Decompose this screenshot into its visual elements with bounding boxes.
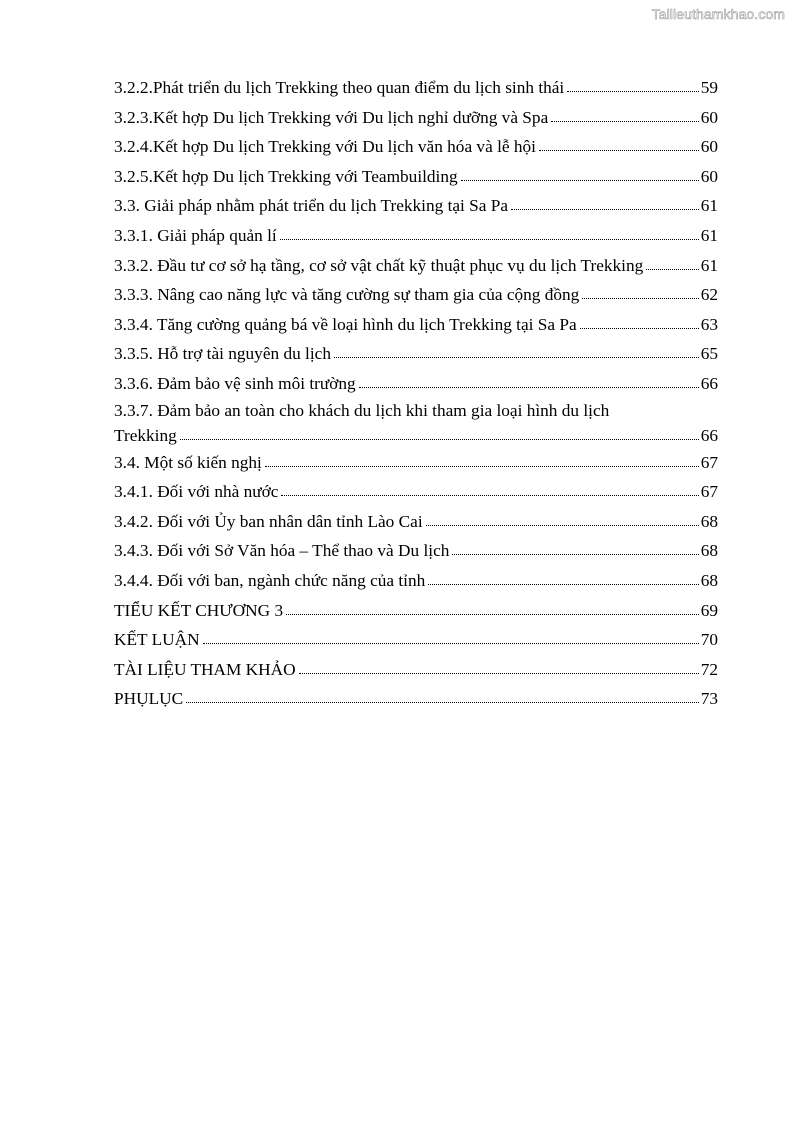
toc-entry-title: 3.3.3. Nâng cao năng lực và tăng cường sự tham gia của cộng đồng xyxy=(114,285,580,305)
toc-entry[interactable] xyxy=(114,132,718,162)
toc-entry[interactable] xyxy=(114,536,718,566)
toc-entry[interactable] xyxy=(114,103,718,133)
dot-leader xyxy=(551,113,698,123)
toc-entry-title: 3.3.4. Tăng cường quảng bá về loại hình du lịch Trekking tại Sa Pa xyxy=(114,314,577,334)
dot-leader xyxy=(265,458,699,468)
toc-entry-title: TÀI LIỆU THAM KHẢO xyxy=(114,659,296,679)
toc-entry-page: 73 xyxy=(700,689,718,709)
toc-entry[interactable] xyxy=(114,221,718,251)
toc-entry-page: 61 xyxy=(700,255,718,275)
toc-entry-page: 60 xyxy=(700,166,718,186)
toc-entry[interactable] xyxy=(114,507,718,537)
toc-entry-title: 3.4.1. Đối với nhà nước xyxy=(114,482,279,502)
toc-entry[interactable] xyxy=(114,448,718,478)
toc-entry-page: 65 xyxy=(700,344,718,364)
toc-entry-title: 3.2.4.Kết hợp Du lịch Trekking với Du lịch văn hóa và lễ hội xyxy=(114,137,536,157)
toc-entry-title: 3.2.3.Kết hợp Du lịch Trekking với Du lịch nghỉ dưỡng và Spa xyxy=(114,107,549,127)
toc-entry-title: 3.3. Giải pháp nhằm phát triển du lịch Trekking tại Sa Pa xyxy=(114,196,509,216)
dot-leader xyxy=(428,576,698,586)
toc-entry-page: 68 xyxy=(700,570,718,590)
toc-entry-title: KẾT LUẬN xyxy=(114,630,200,650)
dot-leader xyxy=(286,606,699,616)
toc-entry[interactable] xyxy=(114,162,718,192)
toc-entry-page: 61 xyxy=(700,225,718,245)
dot-leader xyxy=(580,320,699,330)
dot-leader xyxy=(646,261,698,271)
toc-entry-title: 3.4. Một số kiến nghị xyxy=(114,452,262,472)
dot-leader xyxy=(359,379,699,389)
toc-entry-page: 62 xyxy=(700,285,718,305)
toc-entry-title: PHỤLỤC xyxy=(114,689,184,709)
dot-leader xyxy=(511,201,699,211)
table-of-contents xyxy=(114,73,718,714)
toc-entry-title: 3.3.5. Hỗ trợ tài nguyên du lịch xyxy=(114,344,331,364)
dot-leader xyxy=(186,694,699,704)
toc-entry[interactable] xyxy=(114,310,718,340)
toc-entry-title-line1: 3.3.7. Đảm bảo an toàn cho khách du lịch khi tham gia loại hình du lịch xyxy=(114,400,610,420)
dot-leader xyxy=(281,487,698,497)
dot-leader xyxy=(299,665,699,675)
toc-entry-row xyxy=(114,423,718,448)
dot-leader xyxy=(567,83,698,93)
toc-group xyxy=(114,73,718,399)
toc-entry-title: 3.3.1. Giải pháp quản lí xyxy=(114,225,277,245)
toc-entry[interactable] xyxy=(114,684,718,714)
toc-entry-title-line2: Trekking xyxy=(114,425,177,445)
dot-leader xyxy=(180,431,699,441)
toc-entry-title: 3.3.2. Đầu tư cơ sở hạ tầng, cơ sở vật chất kỹ thuật phục vụ du lịch Trekking xyxy=(114,255,644,275)
dot-leader xyxy=(334,349,699,359)
toc-entry[interactable] xyxy=(114,477,718,507)
toc-entry[interactable] xyxy=(114,566,718,596)
toc-entry-page: 72 xyxy=(700,659,718,679)
toc-entry-page: 67 xyxy=(700,482,718,502)
toc-entry[interactable] xyxy=(114,73,718,103)
toc-entry[interactable] xyxy=(114,339,718,369)
toc-entry-page: 63 xyxy=(700,314,718,334)
toc-entry-page: 68 xyxy=(700,541,718,561)
toc-entry-title: 3.4.4. Đối với ban, ngành chức năng của tỉnh xyxy=(114,570,426,590)
toc-entry-page: 60 xyxy=(700,107,718,127)
toc-entry[interactable] xyxy=(114,191,718,221)
toc-entry[interactable] xyxy=(114,280,718,310)
toc-entry-page: 59 xyxy=(700,78,718,97)
toc-entry-title: TIỂU KẾT CHƯƠNG 3 xyxy=(114,600,284,620)
dot-leader xyxy=(426,517,699,527)
watermark-text: Tailieuthamkhao.com xyxy=(651,6,785,22)
toc-entry-page: 68 xyxy=(700,511,718,531)
dot-leader xyxy=(539,142,699,152)
toc-entry-page: 69 xyxy=(700,600,718,620)
toc-entry-wrapped[interactable] xyxy=(114,399,718,448)
toc-entry-title: 3.2.5.Kết hợp Du lịch Trekking với Teambuilding xyxy=(114,166,458,186)
dot-leader xyxy=(452,546,698,556)
toc-entry-title: 3.3.6. Đảm bảo vệ sinh môi trường xyxy=(114,373,356,393)
toc-entry[interactable] xyxy=(114,251,718,281)
dot-leader xyxy=(461,172,699,182)
toc-entry[interactable] xyxy=(114,369,718,399)
toc-entry-page: 66 xyxy=(700,373,718,393)
dot-leader xyxy=(203,635,699,645)
toc-entry[interactable] xyxy=(114,596,718,626)
toc-entry-page: 61 xyxy=(700,196,718,216)
toc-entry-title: 3.4.3. Đối với Sở Văn hóa – Thể thao và Du lịch xyxy=(114,541,450,561)
toc-entry-page: 67 xyxy=(700,452,718,472)
toc-entry-page: 66 xyxy=(700,425,718,445)
toc-entry-page: 60 xyxy=(700,137,718,157)
toc-group xyxy=(114,448,718,714)
dot-leader xyxy=(280,231,699,241)
toc-entry[interactable] xyxy=(114,625,718,655)
toc-entry-title: 3.2.2.Phát triển du lịch Trekking theo quan điểm du lịch sinh thái xyxy=(114,78,565,97)
toc-entry-title: 3.4.2. Đối với Ủy ban nhân dân tỉnh Lào Cai xyxy=(114,511,423,531)
toc-entry[interactable] xyxy=(114,655,718,685)
toc-entry-page: 70 xyxy=(700,630,718,650)
dot-leader xyxy=(582,290,698,300)
